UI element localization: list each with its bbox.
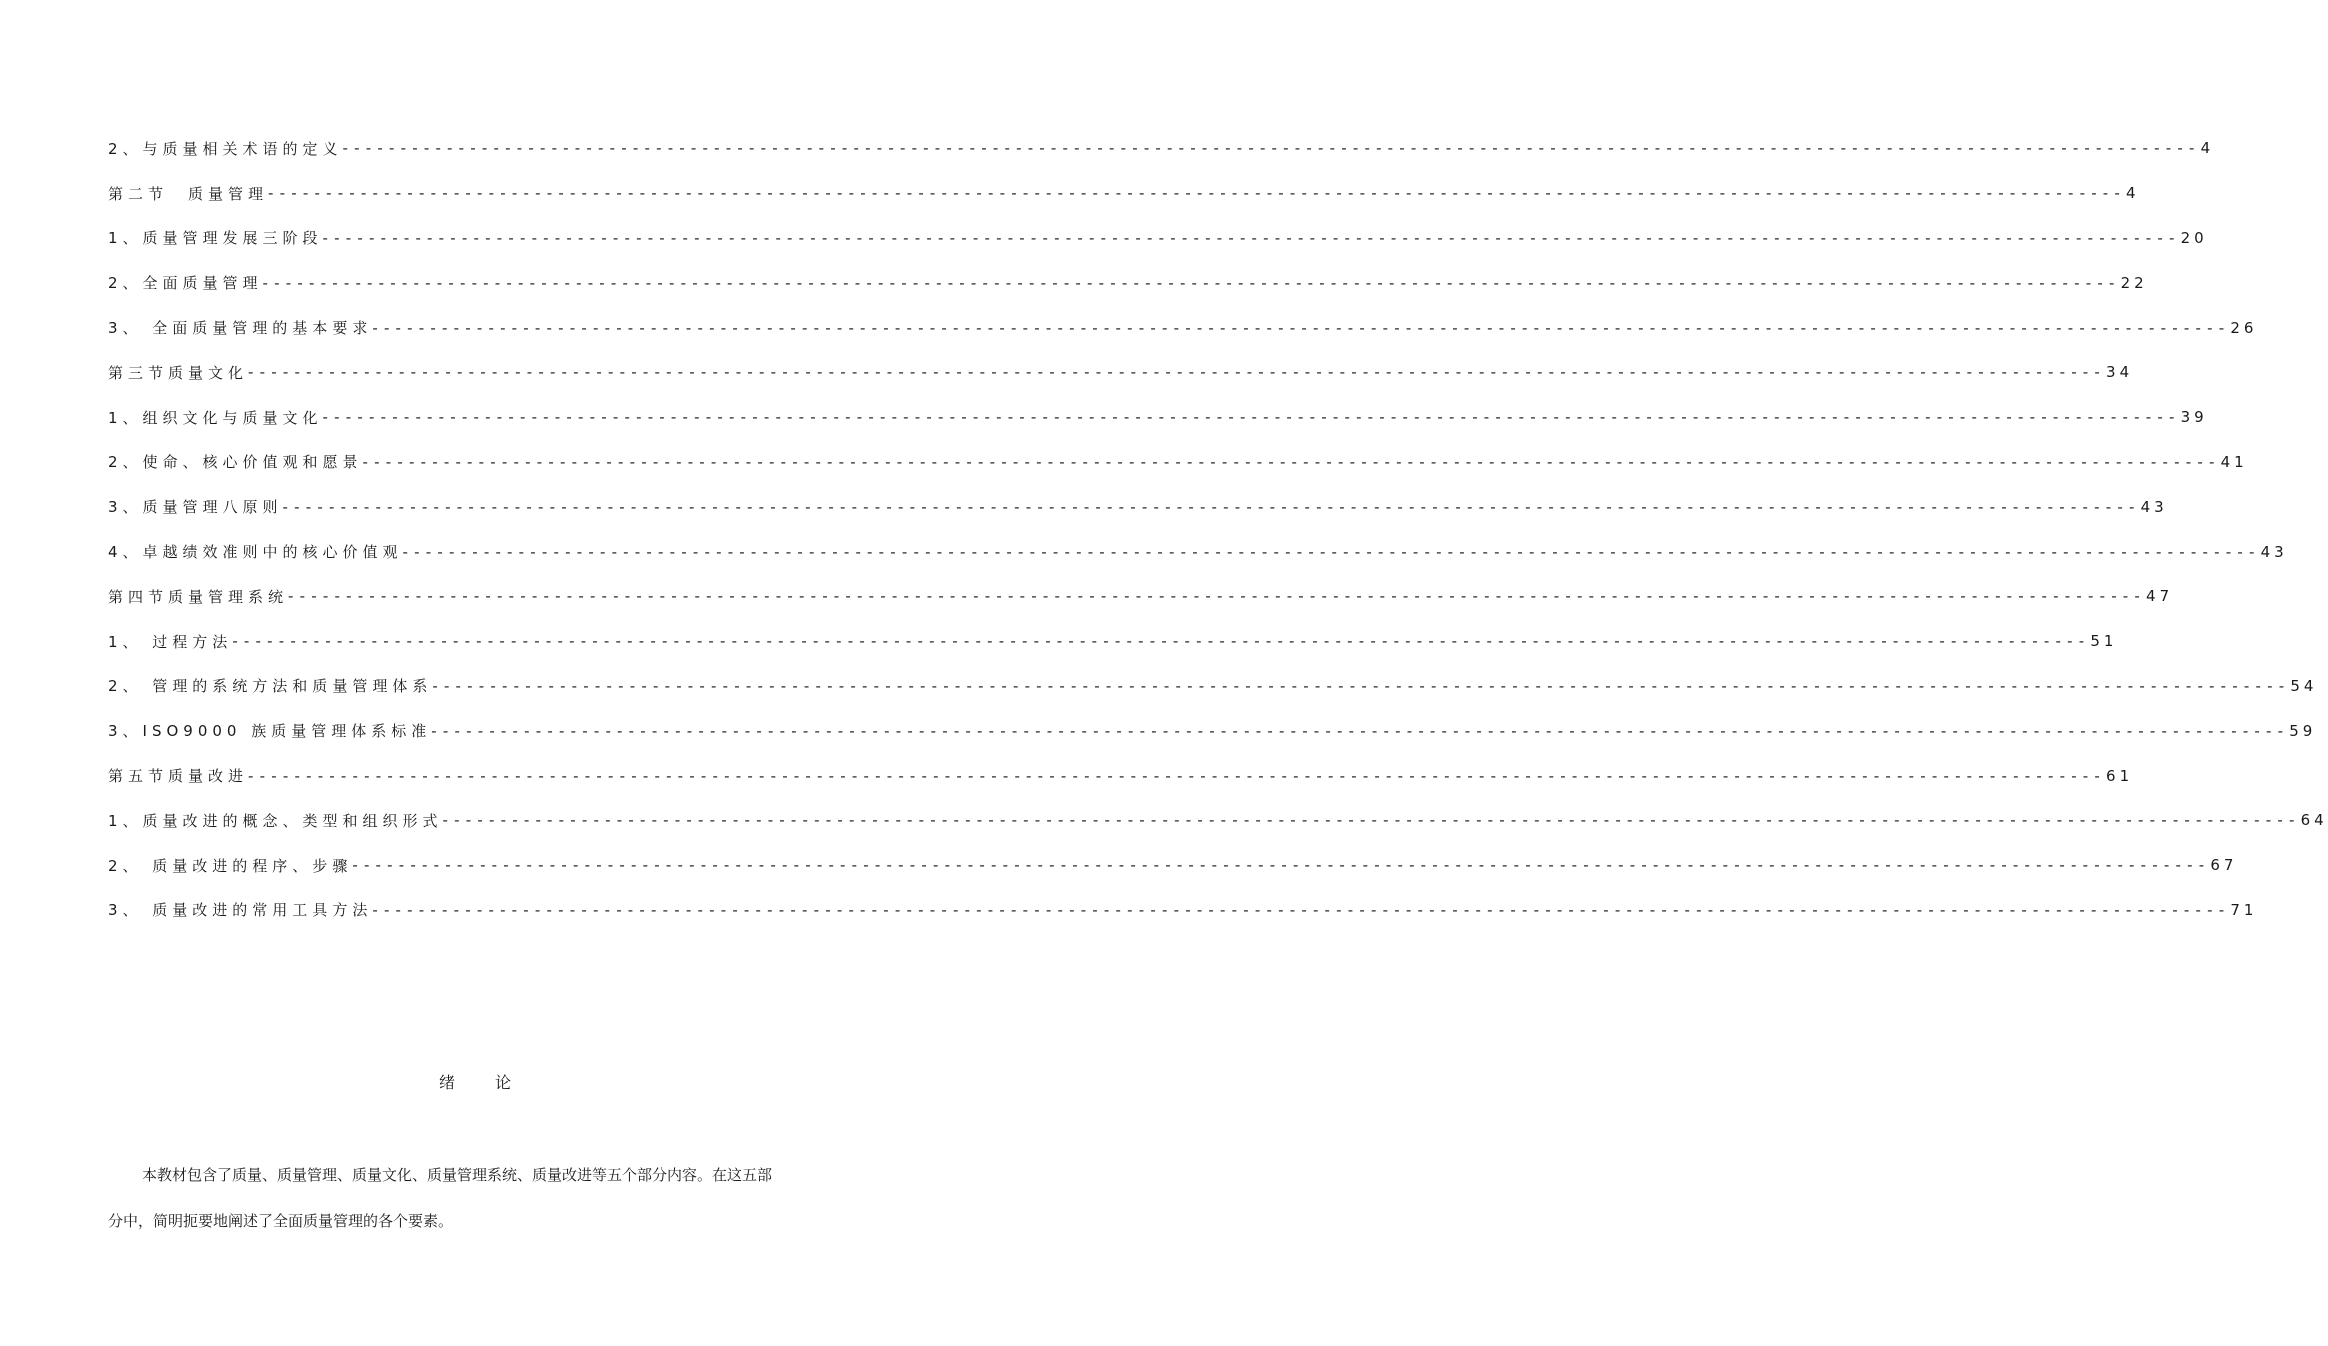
toc-entry-page-number: 47: [2146, 587, 2174, 606]
toc-dot-leader: ----------------------------------------------------------------------------------------------------------------------------------------------------------------: [248, 766, 2107, 785]
toc-entry-page-number: 51: [2090, 632, 2118, 651]
toc-entry-title: 1、组织文化与质量文化: [108, 408, 323, 427]
toc-dot-leader: ----------------------------------------------------------------------------------------------------------------------------------------------------------------: [432, 676, 2291, 695]
toc-entry-title: 2、 质量改进的程序、步骤: [108, 856, 353, 875]
toc-entry[interactable]: [108, 843, 2238, 888]
toc-entry-title: 2、与质量相关术语的定义: [108, 139, 343, 158]
toc-entry-title: 3、ISO9000 族质量管理体系标准: [108, 722, 432, 741]
toc-dot-leader: ----------------------------------------------------------------------------------------------------------------------------------------------------------------: [262, 273, 2121, 292]
toc-entry-page-number: 67: [2210, 856, 2238, 875]
toc-entry-page-number: 43: [2140, 497, 2168, 516]
toc-entry[interactable]: [108, 350, 2134, 395]
toc-entry-page-number: 71: [2230, 900, 2258, 919]
toc-dot-leader: ----------------------------------------------------------------------------------------------------------------------------------------------------------------: [342, 139, 2201, 158]
toc-entry-page-number: 26: [2230, 318, 2258, 337]
toc-entry[interactable]: [108, 440, 2248, 485]
toc-dot-leader: ----------------------------------------------------------------------------------------------------------------------------------------------------------------: [248, 363, 2107, 382]
intro-paragraph: 本教材包含了质量、质量管理、质量文化、质量管理系统、质量改进等五个部分内容。在这五部分中，简明扼要地阐述了全面质量管理的各个要素。: [108, 1166, 773, 1230]
toc-entry[interactable]: [108, 664, 2318, 709]
toc-entry[interactable]: [108, 260, 2148, 305]
toc-entry-title: 第五节质量改进: [108, 767, 249, 786]
toc-entry-page-number: 64: [2300, 811, 2328, 830]
toc-entry[interactable]: [108, 126, 2215, 171]
toc-entry[interactable]: [108, 216, 2208, 261]
toc-entry[interactable]: [108, 484, 2168, 529]
toc-dot-leader: ----------------------------------------------------------------------------------------------------------------------------------------------------------------: [322, 408, 2181, 427]
toc-dot-leader: ----------------------------------------------------------------------------------------------------------------------------------------------------------------: [352, 856, 2211, 875]
toc-dot-leader: ----------------------------------------------------------------------------------------------------------------------------------------------------------------: [268, 184, 2127, 203]
toc-entry-page-number: 22: [2120, 273, 2148, 292]
toc-entry-title: 3、质量管理八原则: [108, 498, 283, 517]
toc-entry-title: 1、质量改进的概念、类型和组织形式: [108, 811, 443, 830]
toc-dot-leader: ----------------------------------------------------------------------------------------------------------------------------------------------------------------: [442, 811, 2301, 830]
toc-dot-leader: ----------------------------------------------------------------------------------------------------------------------------------------------------------------: [282, 497, 2141, 516]
toc-entry-title: 3、 全面质量管理的基本要求: [108, 319, 373, 338]
toc-entry-title: 2、全面质量管理: [108, 274, 263, 293]
toc-entry-title: 2、使命、核心价值观和愿景: [108, 453, 363, 472]
toc-entry-page-number: 54: [2290, 676, 2318, 695]
toc-entry-page-number: 61: [2106, 766, 2134, 785]
toc-entry[interactable]: [108, 574, 2174, 619]
toc-entry[interactable]: [108, 395, 2208, 440]
toc-entry[interactable]: [108, 619, 2118, 664]
section-heading: 绪论: [438, 1073, 551, 1092]
toc-dot-leader: ----------------------------------------------------------------------------------------------------------------------------------------------------------------: [322, 228, 2181, 247]
toc-entry-title: 3、 质量改进的常用工具方法: [108, 901, 373, 920]
toc-dot-leader: ----------------------------------------------------------------------------------------------------------------------------------------------------------------: [288, 587, 2147, 606]
toc-dot-leader: ----------------------------------------------------------------------------------------------------------------------------------------------------------------: [402, 542, 2261, 561]
table-of-contents: [108, 126, 2328, 932]
toc-entry-title: 2、 管理的系统方法和质量管理体系: [108, 677, 433, 696]
toc-entry[interactable]: [108, 888, 2258, 933]
toc-entry-page-number: 41: [2220, 452, 2248, 471]
toc-entry-page-number: 34: [2106, 363, 2134, 382]
toc-entry-title: 1、质量管理发展三阶段: [108, 229, 323, 248]
toc-entry-title: 4、卓越绩效准则中的核心价值观: [108, 543, 403, 562]
toc-entry-page-number: 4: [2126, 184, 2140, 203]
toc-entry[interactable]: [108, 305, 2258, 350]
toc-dot-leader: ----------------------------------------------------------------------------------------------------------------------------------------------------------------: [372, 900, 2231, 919]
toc-entry[interactable]: [108, 753, 2134, 798]
toc-entry[interactable]: [108, 529, 2288, 574]
toc-dot-leader: ----------------------------------------------------------------------------------------------------------------------------------------------------------------: [372, 318, 2231, 337]
toc-entry-page-number: 20: [2180, 228, 2208, 247]
toc-entry-title: 第三节质量文化: [108, 363, 249, 382]
toc-dot-leader: ----------------------------------------------------------------------------------------------------------------------------------------------------------------: [362, 452, 2221, 471]
toc-entry-title: 1、 过程方法: [108, 632, 233, 651]
toc-entry-page-number: 4: [2200, 139, 2215, 158]
toc-entry-title: 第二节 质量管理: [108, 184, 269, 203]
toc-entry[interactable]: [108, 798, 2328, 843]
toc-entry-page-number: 43: [2260, 542, 2288, 561]
toc-entry-page-number: 59: [2289, 721, 2317, 740]
toc-entry[interactable]: [108, 171, 2140, 216]
toc-entry-page-number: 39: [2180, 408, 2208, 427]
toc-entry[interactable]: [108, 708, 2317, 753]
toc-dot-leader: ----------------------------------------------------------------------------------------------------------------------------------------------------------------: [431, 721, 2290, 740]
toc-dot-leader: ----------------------------------------------------------------------------------------------------------------------------------------------------------------: [232, 632, 2091, 651]
toc-entry-title: 第四节质量管理系统: [108, 587, 289, 606]
